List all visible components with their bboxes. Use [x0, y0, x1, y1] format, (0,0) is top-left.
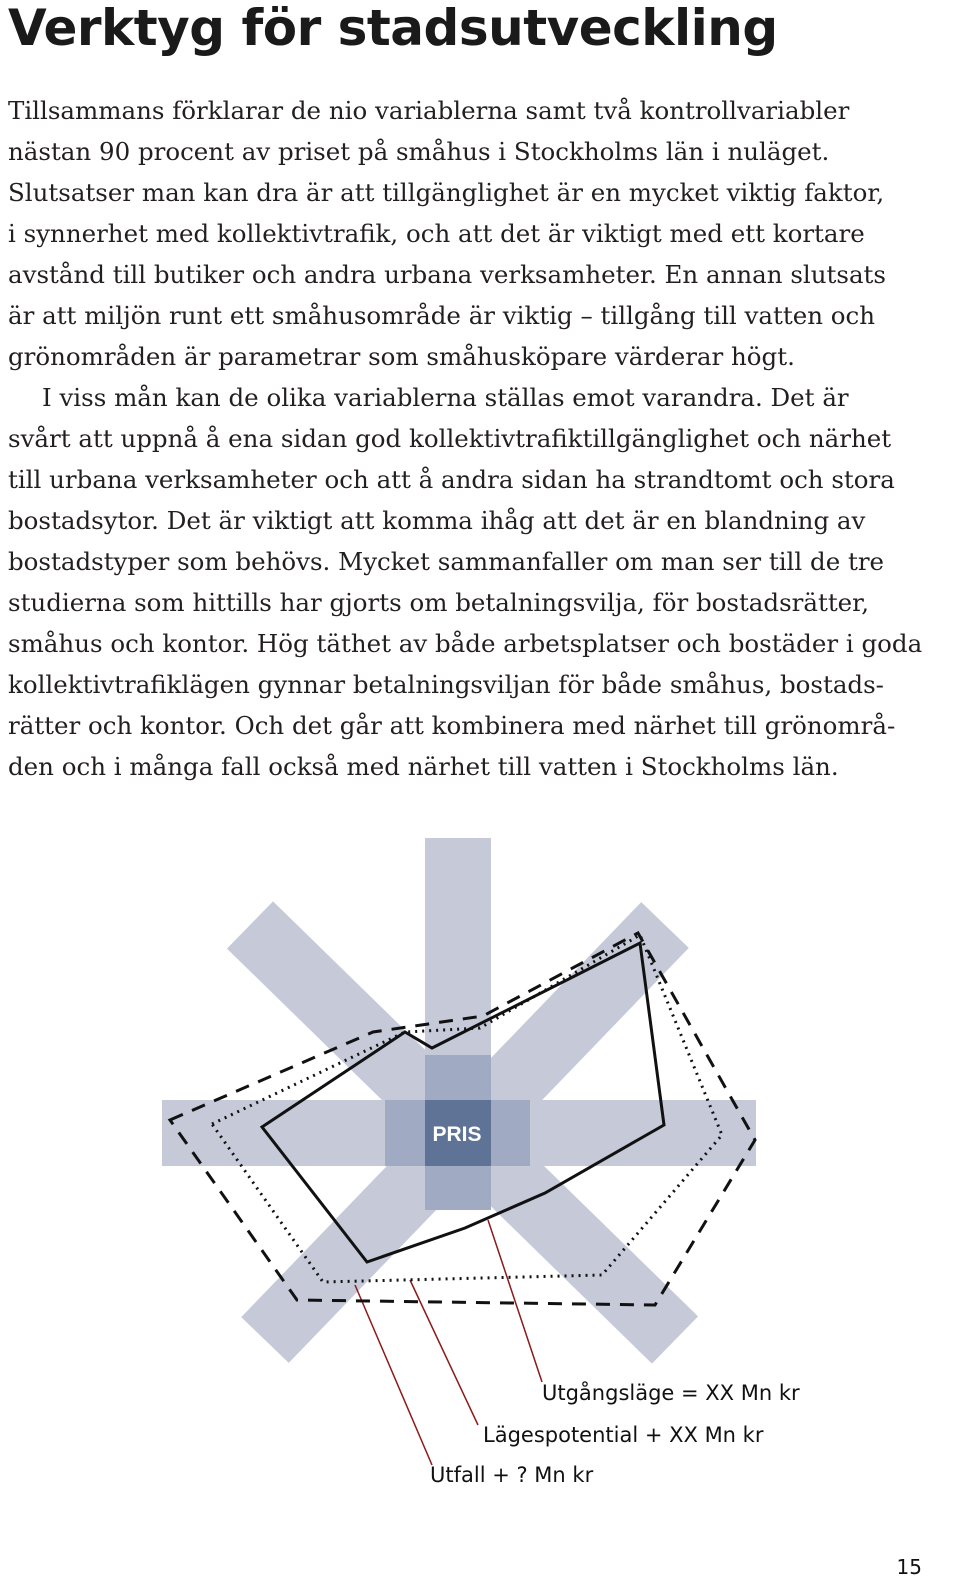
- legend-solid: Utgångsläge = XX Mn kr: [542, 1381, 800, 1405]
- text-line: kollektivtrafiklägen gynnar betalningsviljan för både småhus, bostads-: [8, 670, 884, 699]
- page-number: 15: [896, 1555, 922, 1579]
- text-line: nästan 90 procent av priset på småhus i Stockholms län i nuläget.: [8, 137, 830, 166]
- text-line: rätter och kontor. Och det går att kombinera med närhet till grönområ-: [8, 711, 896, 740]
- body-text: [8, 90, 958, 787]
- text-line: studierna som hittills har gjorts om betalningsvilja, för bostadsrätter,: [8, 588, 869, 617]
- legend-dotted: Lägespotential + XX Mn kr: [483, 1423, 764, 1447]
- paragraph-1: [8, 90, 958, 377]
- legend-dashed: Utfall + ? Mn kr: [430, 1463, 594, 1487]
- price-radar-diagram: [0, 800, 960, 1530]
- text-line: i synnerhet med kollektivtrafik, och att det är viktigt med ett kortare: [8, 219, 865, 248]
- text-line: till urbana verksamheter och att å andra sidan ha strandtomt och stora: [8, 465, 895, 494]
- page-title: Verktyg för stadsutveckling: [8, 0, 778, 57]
- leader-line-dashed: [355, 1285, 432, 1465]
- text-line: den och i många fall också med närhet till vatten i Stockholms län.: [8, 752, 839, 781]
- text-line: Tillsammans förklarar de nio variablerna samt två kontrollvariabler: [8, 96, 850, 125]
- text-line: grönområden är parametrar som småhusköpare värderar högt.: [8, 342, 795, 371]
- text-line: avstånd till butiker och andra urbana verksamheter. En annan slutsats: [8, 260, 886, 289]
- text-line: bostadsytor. Det är viktigt att komma ihåg att det är en blandning av: [8, 506, 866, 535]
- text-line: bostadstyper som behövs. Mycket sammanfaller om man ser till de tre: [8, 547, 885, 576]
- center-label: PRIS: [432, 1123, 482, 1146]
- text-line: svårt att uppnå å ena sidan god kollektivtrafiktillgänglighet och närhet: [8, 424, 892, 453]
- text-line: Slutsatser man kan dra är att tillgänglighet är en mycket viktig faktor,: [8, 178, 885, 207]
- text-line: småhus och kontor. Hög täthet av både arbetsplatser och bostäder i goda: [8, 629, 923, 658]
- leader-line-dotted: [410, 1280, 478, 1425]
- text-line: I viss mån kan de olika variablerna ställas emot varandra. Det är: [42, 383, 849, 412]
- paragraph-2: [8, 377, 958, 787]
- text-line: är att miljön runt ett småhusområde är viktig – tillgång till vatten och: [8, 301, 876, 330]
